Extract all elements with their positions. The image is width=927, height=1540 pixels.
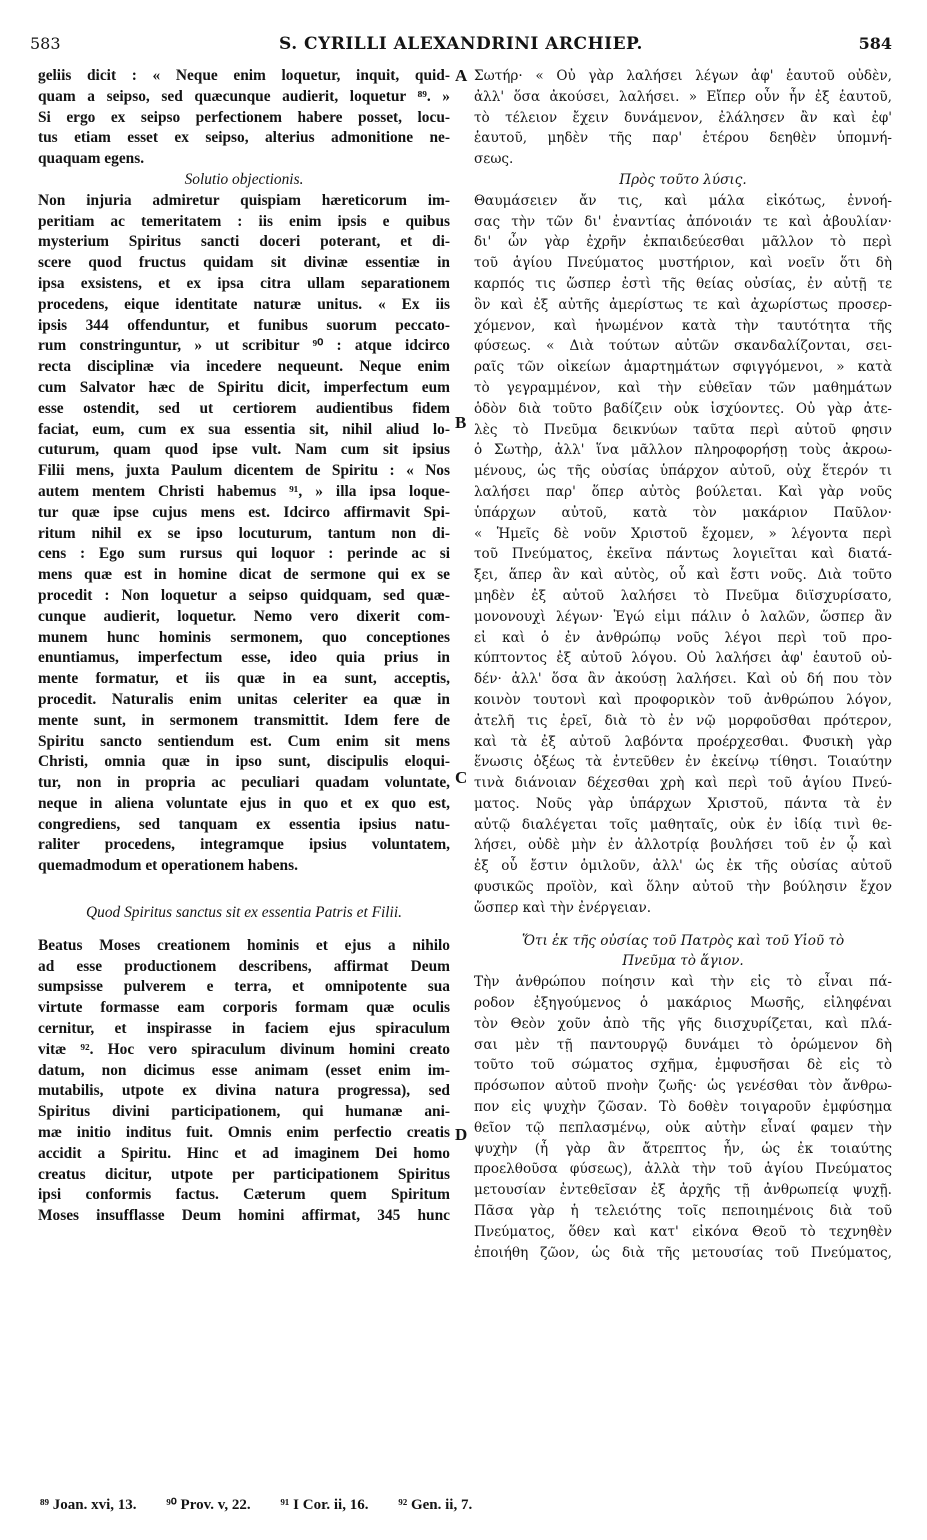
text-line: ipsis 344 offenduntur, et funibus suorum peccato- bbox=[38, 316, 450, 334]
text-line: mens quæ est in homine dicat de sermone qui ex se bbox=[38, 566, 450, 584]
text-line: ἑαυτοῦ, μηδὲν τῆς παρ' ἑτέρου δεηθὲν ὑπομνή- bbox=[474, 130, 892, 147]
running-title: S. CYRILLI ALEXANDRINI ARCHIEP. bbox=[279, 34, 643, 54]
text-line: ἐξ οὗ ἔστιν ὁμιλοῦν, ἀλλ' ὡς ἐκ τῆς οὐσίας αὐτοῦ bbox=[474, 858, 892, 875]
latin-paragraph-1 bbox=[38, 66, 450, 170]
text-line: ροδον ἐξηγούμενος ὁ μακάριος Μωσῆς, εἰληφέναι bbox=[474, 995, 892, 1012]
text-line: enuntiamus, imperfectum esse, ideo quia prius in bbox=[38, 649, 450, 667]
text-line: σας τὴν τῶν δι' ἐναντίας ἀπόνοιάν τε καὶ ἀβουλίαν· bbox=[474, 213, 892, 230]
text-line: δι' ὧν γὰρ ἐχρῆν ἐκπαιδεύεσθαι μᾶλλον τὸ περὶ bbox=[474, 234, 892, 251]
text-line: virtute formasse eam corporis formam quæ oculis bbox=[38, 999, 450, 1017]
text-line: Θαυμάσειεν ἄν τις, καὶ μάλα εἰκότως, ἐννοή- bbox=[474, 192, 892, 209]
text-line: neque in aliena voluntate ejus in quo et ex quo est, bbox=[38, 794, 450, 812]
text-line: θεῖον τῷ πεπλασμένῳ, οὐκ αὐτὴν εἶναί φαμεν τὴν bbox=[474, 1119, 892, 1136]
text-line: ipsi conformis factus. Cæterum quem Spiritum bbox=[38, 1186, 450, 1204]
section-heading-continued: Πνεῦμα τὸ ἅγιον. bbox=[622, 953, 744, 970]
text-line: peritiam ac temeritatem : iis enim ipsis e quibus bbox=[38, 212, 450, 230]
text-line: esse ostendit, sed ut certiorem audientibus fidem bbox=[38, 399, 450, 417]
latin-column bbox=[38, 66, 450, 1227]
text-line: cernitur, et inspirasse in faciem ejus spiraculum bbox=[38, 1020, 450, 1038]
section-heading: Ὅτι ἐκ τῆς οὐσίας τοῦ Πατρὸς καὶ τοῦ Υἱοῦ τὸ bbox=[521, 932, 845, 949]
footnote: ⁹¹ I Cor. ii, 16. bbox=[280, 1497, 369, 1513]
text-line: ὂν καὶ ἐξ αὐτῆς ἀμερίστως τε καὶ ἀχωρίστως προσερ- bbox=[474, 296, 892, 313]
text-line: « Ἡμεῖς δὲ νοῦν Χριστοῦ ἔχομεν, » λέγοντα περὶ bbox=[474, 525, 892, 542]
text-line: faciat, eum, cum ex sua essentia sit, nihil aliud lo- bbox=[38, 420, 450, 438]
text-line: πρόσωπον αὐτοῦ πνοὴν ζωῆς· ὡς γενέσθαι τὸν ἄνθρω- bbox=[474, 1078, 892, 1095]
text-line: φυσικῶς προϊὸν, καὶ ὅλην αὐτοῦ τὴν βούλησιν ἔχον bbox=[474, 879, 892, 896]
latin-paragraph-2 bbox=[38, 191, 450, 877]
text-line: λαλήσει παρ' ὅπερ αὐτὸς βούλεται. Καὶ γὰρ νοῦς bbox=[474, 483, 892, 500]
text-line: Filii mens, juxta Paulum dicentem de Spiritu : « Nos bbox=[38, 462, 450, 480]
margin-letter-b: B bbox=[455, 413, 467, 432]
text-line: αὐτῷ διαλέγεται τοῖς μαθηταῖς, οὐκ ἐν ἰδίᾳ τινὶ θε- bbox=[474, 816, 892, 833]
section-heading: Πρὸς τοῦτο λύσις. bbox=[619, 171, 747, 188]
text-line: πον εἰς ψυχὴν ζῶσαν. Τὸ δοθὲν τοιγαροῦν ἐμφύσημα bbox=[474, 1099, 892, 1116]
margin-letter-d: D bbox=[455, 1125, 468, 1144]
text-line: λὲς τὸ Πνεῦμα δεικνύων ταῦτα περὶ αὐτοῦ φησιν bbox=[474, 421, 892, 438]
text-line: σαι μὲν τῇ παντουργῷ δυνάμει τὸ ὁρώμενον δὴ bbox=[474, 1036, 892, 1053]
greek-column bbox=[474, 66, 892, 1263]
text-line: ἐποιήθη ζῶον, ὡς διὰ τῆς μετουσίας τοῦ Πνεύματος, bbox=[474, 1244, 892, 1261]
greek-paragraph-2 bbox=[474, 191, 892, 919]
text-line: accidit a Spiritu. Hinc et ad imaginem Dei homo bbox=[38, 1144, 450, 1162]
text-line: rum constringuntur, » ut scribitur ⁹⁰ : atque idcirco bbox=[38, 337, 450, 355]
margin-letter-a: A bbox=[455, 66, 468, 85]
text-line: κύπτοντος ἐξ αὐτοῦ λόγου. Οὐ λαλήσει ἀφ' ἑαυτοῦ οὐ- bbox=[474, 650, 892, 667]
text-line: ad esse productionem describens, affirmat Deum bbox=[38, 957, 450, 975]
text-line: tus etiam esset ex seipso, alterius admonitione ne- bbox=[38, 129, 450, 147]
text-line: autem mentem Christi habemus ⁹¹, » illa ipsa loque- bbox=[38, 482, 450, 500]
text-line: τὸ γεγραμμένον, καὶ τὴν εὐθεῖαν τῶν μαθημάτων bbox=[474, 379, 892, 396]
text-line: raliter procedens, integramque ipsius voluntatem, bbox=[38, 836, 450, 854]
text-line: mutabilis, utpote ex divina natura progressa), sed bbox=[38, 1082, 450, 1100]
text-line: sumpsisse pulverem e terra, et omnipotente sua bbox=[38, 978, 450, 996]
text-line: τοῦτο τοῦ σώματος σχῆμα, ἐμφυσῆσαι δὲ εἰς τὸ bbox=[474, 1057, 892, 1074]
text-line: quemadmodum et operationem habens. bbox=[38, 857, 298, 875]
text-line: scere quod fructus quidam sit divinæ essentiæ in bbox=[38, 254, 450, 272]
section-heading: Quod Spiritus sanctus sit ex essentia Patris et Filii. bbox=[86, 904, 402, 922]
text-line: προελθοῦσα φύσεως), ἀλλὰ τὴν τοῦ ἁγίου Πνεύματος bbox=[474, 1161, 892, 1178]
text-line: Τὴν ἀνθρώπου ποίησιν καὶ τὴν εἰς τὸ εἶναι πά- bbox=[474, 974, 892, 991]
text-line: creatus dicitur, utpote per participationem Spiritus bbox=[38, 1165, 450, 1183]
text-line: δέν· ἀλλ' ὅσα ἂν ἀκούσῃ λαλήσει. Καὶ οὐ δή που τὸν bbox=[474, 671, 892, 688]
text-line: procedens, eique identitate naturæ unitus. « Ex iis bbox=[38, 295, 450, 313]
footnote: ⁹⁰ Prov. v, 22. bbox=[166, 1497, 251, 1513]
section-spacer bbox=[38, 924, 450, 936]
text-line: τοῦ Πνεύματος, ἐκεῖνα πάντως λογιεῖται καὶ διατά- bbox=[474, 546, 892, 563]
text-line: σεως. bbox=[474, 151, 514, 168]
section-spacer bbox=[474, 919, 892, 931]
text-line: τὸν Θεὸν χοῦν ἀπὸ τῆς γῆς διισχυρίζεται, καὶ πλά- bbox=[474, 1015, 892, 1032]
text-line: vitæ ⁹². Hoc vero spiraculum divinum homini creato bbox=[38, 1040, 450, 1058]
text-line: φύσεως. « Διὰ τούτων αὐτῶν σκανδαλίζονται, σει- bbox=[474, 338, 892, 355]
section-heading: Solutio objectionis. bbox=[184, 170, 304, 188]
text-line: congrediens, sed tanquam ex essentia ipsius natu- bbox=[38, 815, 450, 833]
page-number-left: 583 bbox=[30, 34, 61, 53]
text-line: ἀτελῆ τις ἐρεῖ, διὰ τὸ ἐν νῷ μορφοῦσθαι πρότερον, bbox=[474, 712, 892, 729]
text-line: Si ergo ex seipso perfectionem habere posset, locu- bbox=[38, 108, 450, 126]
greek-paragraph-1 bbox=[474, 66, 892, 170]
margin-letter-c: C bbox=[455, 768, 468, 787]
text-line: ὥσπερ καὶ τὴν ἐνέργειαν. bbox=[474, 899, 652, 916]
text-line: ἀλλ' ὅσα ἀκούσει, λαλήσει. » Εἴπερ οὖν ἦν ἐξ ἑαυτοῦ, bbox=[474, 88, 892, 105]
text-line: μονονουχὶ λέγων· Ἐγώ εἰμι πάλιν ὁ λαλῶν, ὥσπερ ἂν bbox=[474, 608, 892, 625]
text-line: procedit : Non loquetur a seipso quidquam, sed quæ- bbox=[38, 586, 450, 604]
text-line: Christi, omnia quæ in ipso sunt, discipulis eloqui- bbox=[38, 753, 450, 771]
text-line: Spiritu sancto sentiendum est. Cum enim sit mens bbox=[38, 732, 450, 750]
greek-paragraph-3 bbox=[474, 972, 892, 1263]
text-line: ὑπάρχων αὐτοῦ, κατὰ τὸν μακάριον Παῦλον· bbox=[474, 504, 892, 521]
text-line: cens : Ego sum rursus qui loquor : perinde ac si bbox=[38, 545, 450, 563]
text-line: mente sunt, in sermonem transmittit. Idem fere de bbox=[38, 711, 450, 729]
section-spacer bbox=[38, 877, 450, 903]
text-line: tur, non in propria ac peculiari quadam voluntate, bbox=[38, 774, 450, 792]
text-line: καὶ τὰ ἐξ αὐτοῦ λαβόντα προέρχεσθαι. Φυσικὴ γὰρ bbox=[474, 733, 892, 750]
text-line: Spiritus divini participationem, qui humanæ ani- bbox=[38, 1103, 450, 1121]
text-line: ὁ Σωτὴρ, ἀλλ' ἵνα μᾶλλον πληροφορήσῃ τοὺς ἀκροω- bbox=[474, 442, 892, 459]
text-line: μένους, ὡς τῆς οὐσίας ὑπάρχον αὐτοῦ, οὐχ ἕτερόν τι bbox=[474, 463, 892, 480]
page-number-right: 584 bbox=[858, 34, 892, 53]
text-line: ὁδὸν διὰ τοῦτο βαδίζειν οὐκ ἰσχύοντες. Οὐ γὰρ ἀτε- bbox=[474, 400, 892, 417]
text-line: τοῦ ἁγίου Πνεύματος μυστήριον, καὶ νοεῖν ὅτι δὴ bbox=[474, 255, 892, 272]
text-line: Σωτήρ· « Οὐ γὰρ λαλήσει λέγων ἀφ' ἑαυτοῦ οὐδὲν, bbox=[474, 68, 892, 84]
text-line: ραῖς τῶν οἰκείων ἁμαρτημάτων σφιγγόμενοι, » κατὰ bbox=[474, 359, 892, 376]
text-line: τινὰ διάνοιαν δέχεσθαι χρὴ καὶ περὶ τοῦ ἁγίου Πνεύ- bbox=[474, 775, 892, 792]
text-line: λήσει, οὐδὲ μὴν ἐν ἀλλοτρίᾳ βουλήσει τοῦ ἐν ᾧ καὶ bbox=[474, 837, 892, 854]
text-line: ipsa exsistens, et ex ipsa citra ullam separationem bbox=[38, 274, 450, 292]
text-line: Beatus Moses creationem hominis et ejus a nihilo bbox=[38, 936, 450, 954]
text-line: ἕνωσις ὀξέως τὰ ἐντεῦθεν ἐν ἐκείνῳ τίθησι. Τοιαύτην bbox=[474, 754, 892, 771]
text-line: ματος. Νοῦς γὰρ ὑπάρχων Χριστοῦ, πάντα τὰ ἐν bbox=[474, 795, 892, 812]
text-line: cum Salvator hæc de Spiritu dicit, imperfectum eum bbox=[38, 378, 450, 396]
text-line: Non injuria admiretur quispiam hæreticorum im- bbox=[38, 191, 450, 209]
text-line: munem hunc hominis sermonem, quo conceptiones bbox=[38, 628, 450, 646]
text-line: cuturum, quam quod ipse vult. Nam cum sit ipsius bbox=[38, 441, 450, 459]
text-line: mæ initio inditus fuit. Omnis enim perfectio creatis bbox=[38, 1124, 450, 1142]
text-line: recta disciplinæ via incedere nequeunt. Neque enim bbox=[38, 358, 450, 376]
text-line: tur quæ ipse cujus mens est. Idcirco affirmavit Spi- bbox=[38, 503, 450, 521]
text-line: mente formatur, et iis quæ in ea sunt, acceptis, bbox=[38, 670, 450, 688]
text-line: τὸ τέλειον ἔχειν δυνάμενον, ἐλάλησεν ἂν καὶ ἐφ' bbox=[474, 109, 892, 126]
text-line: Moses insufflasse Deum homini affirmat, 345 hunc bbox=[38, 1207, 450, 1225]
text-line: procedit. Naturalis enim unitas celeriter ea quæ in bbox=[38, 690, 450, 708]
text-line: mysterium Spiritus sancti doceri poterant, et di- bbox=[38, 233, 450, 251]
text-line: ritum nihil ex se ipso locuturum, tantum non di- bbox=[38, 524, 450, 542]
text-line: cunque audierit, loquetur. Nemo vero dixerit com- bbox=[38, 607, 450, 625]
text-line: χόμενον, καὶ ἡνωμένον κατὰ τὴν ταυτότητα τῆς bbox=[474, 317, 892, 334]
text-line: μετουσίαν ἐντεθεῖσαν ἐξ ἀρχῆς τῇ ἀνθρωπείᾳ ψυχῇ. bbox=[474, 1182, 892, 1199]
text-line: εἰ καὶ ὁ ἐν ἀνθρώπῳ νοῦς λέγοι περὶ τοῦ προ- bbox=[474, 629, 892, 646]
footnote: ⁸⁹ Joan. xvi, 13. bbox=[40, 1497, 137, 1513]
text-line: geliis dicit : « Neque enim loquetur, inquit, quid- bbox=[38, 67, 450, 84]
text-line: datum, non dicimus esse animam (esset enim im- bbox=[38, 1061, 450, 1079]
text-line: Πνεύματος, ὅθεν καὶ κατ' εἰκόνα Θεοῦ τὸ τεχνηθὲν bbox=[474, 1223, 892, 1240]
text-line: quam a seipso, sed quæcunque audierit, loquetur ⁸⁹. » bbox=[38, 87, 450, 105]
text-line: Πᾶσα γὰρ ἡ τελειότης τοῖς πεποιημένοις διὰ τοῦ bbox=[474, 1203, 892, 1220]
text-line: ψυχὴν (ἦ γὰρ ἂν ἄτρεπτος ἦν, ὡς ἐκ τοιαύτης bbox=[474, 1140, 892, 1157]
text-line: quaquam egens. bbox=[38, 150, 145, 168]
footnote: ⁹² Gen. ii, 7. bbox=[398, 1497, 473, 1513]
text-line: κοινὸν τουτονὶ καὶ προφορικὸν τοῦ ἀνθρώπου λόγον, bbox=[474, 691, 892, 708]
text-line: καρπός τις ὥσπερ ἐστὶ τῆς θείας οὐσίας, ἐν αὐτῇ τε bbox=[474, 275, 892, 292]
page-header bbox=[30, 34, 892, 56]
text-line: ξει, ἅπερ ἂν καὶ αὐτὸς, οὗ καὶ ἔστι νοῦς. Διὰ τοῦτο bbox=[474, 567, 892, 584]
footnotes bbox=[40, 1495, 900, 1514]
latin-paragraph-3 bbox=[38, 936, 450, 1227]
text-line: μηδὲν ἐξ αὐτοῦ λαλήσει τὸ Πνεῦμα διϊσχυρίσατο, bbox=[474, 587, 892, 604]
